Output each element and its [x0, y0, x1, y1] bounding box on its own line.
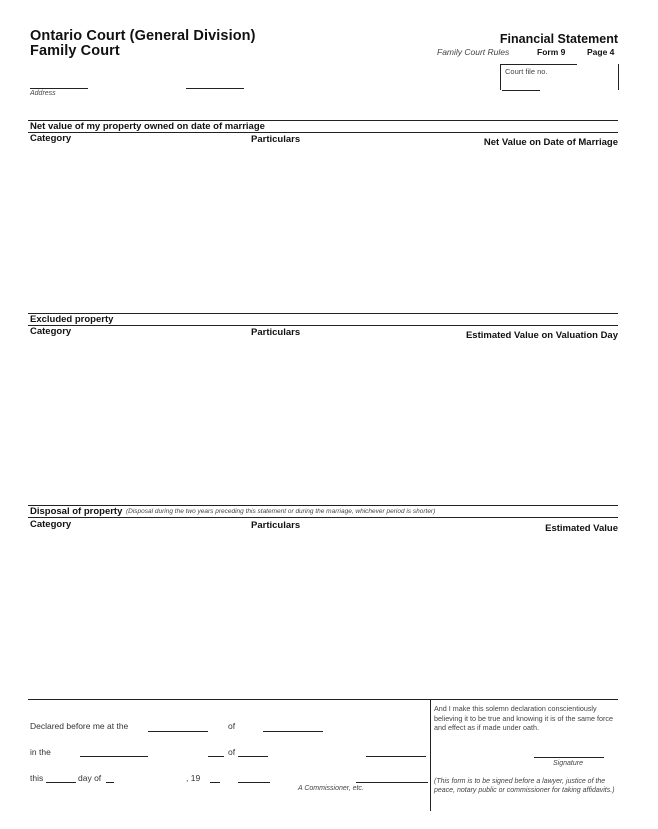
- signature-label: Signature: [553, 760, 583, 767]
- signing-note: (This form is to be signed before a lawyer, justice of the peace, notary public or commissioner for taking affidavits.): [434, 778, 615, 794]
- section-1-col-category: Category: [30, 133, 72, 144]
- commissioner-extra-line[interactable]: [366, 756, 426, 757]
- rules-label: Family Court Rules: [437, 47, 510, 57]
- declared-of-line[interactable]: [263, 731, 323, 732]
- section-disposal-title: Disposal of property: [30, 506, 123, 517]
- section-3-col-value: Estimated Value: [545, 523, 618, 534]
- court-file-label: Court file no.: [505, 67, 548, 76]
- this-label: this: [30, 773, 44, 783]
- court-name: Ontario Court (General Division): [30, 28, 256, 44]
- day-of-label: day of: [78, 773, 102, 783]
- day-line[interactable]: [46, 782, 76, 783]
- court-branch: Family Court: [30, 43, 120, 59]
- deponent-signature-line[interactable]: [534, 757, 604, 758]
- year-line-2[interactable]: [238, 782, 270, 783]
- year-label: , 19: [186, 773, 201, 783]
- section-excluded-title: Excluded property: [30, 314, 114, 325]
- year-line[interactable]: [210, 782, 220, 783]
- commissioner-label: A Commissioner, etc.: [298, 785, 364, 792]
- section-1-col-value: Net Value on Date of Marriage: [483, 137, 618, 148]
- section-3-col-particulars: Particulars: [251, 520, 301, 531]
- in-the-label: in the: [30, 747, 51, 757]
- of-label-2: of: [228, 747, 236, 757]
- section-3-col-category: Category: [30, 519, 72, 530]
- month-line[interactable]: [106, 782, 114, 783]
- of-label-1: of: [228, 721, 236, 731]
- commissioner-signature-line[interactable]: [356, 782, 428, 783]
- of-line-2[interactable]: [238, 756, 268, 757]
- section-2-col-value: Estimated Value on Valuation Day: [465, 330, 618, 341]
- declared-place-line[interactable]: [148, 731, 208, 732]
- section-disposal-subtitle: (Disposal during the two years preceding this statement or during the marriage, whichever period is shorter): [126, 508, 436, 515]
- section-2-col-category: Category: [30, 326, 72, 337]
- section-1-col-particulars: Particulars: [251, 134, 301, 145]
- address-line-1[interactable]: [30, 88, 88, 89]
- address-label: Address: [30, 90, 56, 97]
- declaration-text: And I make this solemn declaration conscientiously believing it to be true and knowing it is of the same force and effect as if made under oath.: [434, 704, 613, 732]
- form-title: Financial Statement: [499, 32, 618, 46]
- section-net-value-title: Net value of my property owned on date of marriage: [30, 121, 265, 132]
- in-the-line[interactable]: [80, 756, 148, 757]
- section-2-col-particulars: Particulars: [251, 327, 301, 338]
- address-line-2[interactable]: [186, 88, 244, 89]
- in-the-short-line[interactable]: [208, 756, 224, 757]
- page-number: Page 4: [587, 47, 615, 57]
- form-number: Form 9: [537, 47, 566, 57]
- declared-before-label: Declared before me at the: [30, 721, 129, 731]
